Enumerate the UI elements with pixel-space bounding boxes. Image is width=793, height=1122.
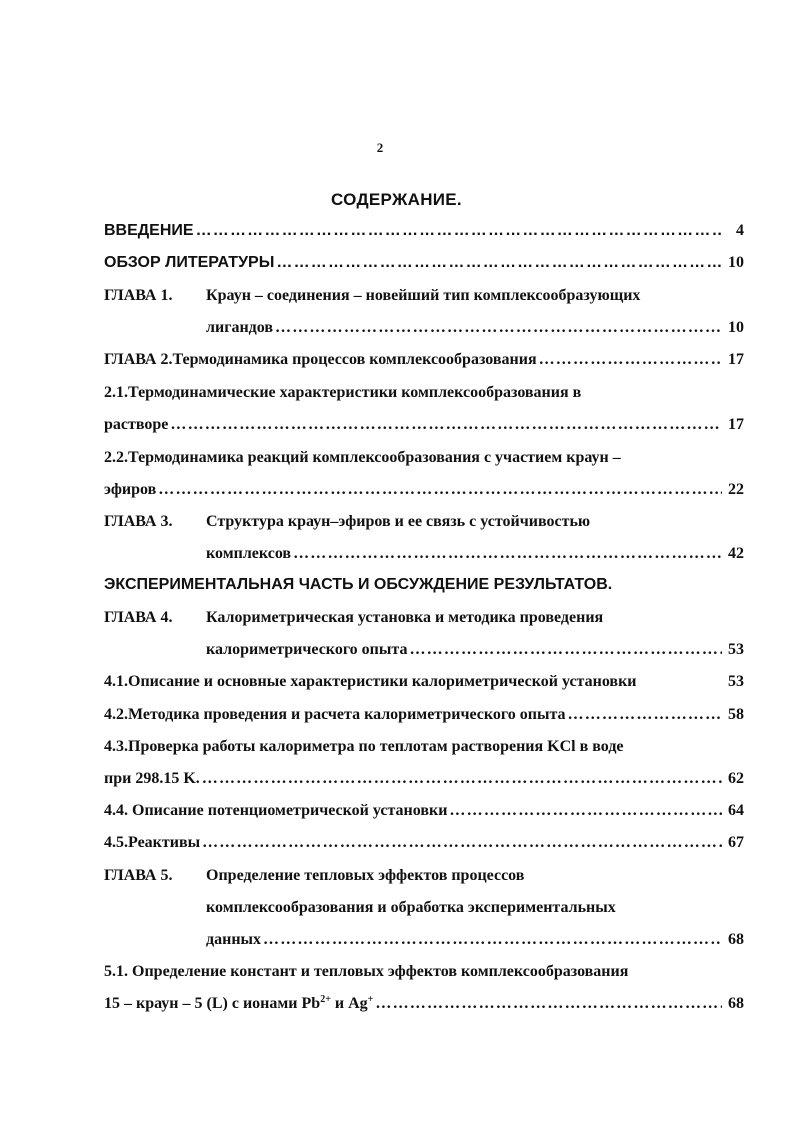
toc-entry-s21-line1 (104, 384, 744, 408)
toc-text: 4.5.Реактивы (104, 834, 201, 851)
toc-entry-s45 (104, 834, 744, 858)
leader-dots (449, 802, 722, 820)
toc-entry-ch2 (104, 351, 744, 375)
toc-text: 4.2.Методика проведения и расчета калориметрического опыта (104, 706, 566, 723)
toc-entry-review (104, 254, 744, 278)
toc-page: 64 (728, 802, 744, 819)
toc-text: Краун – соединения – новейший тип комплексообразующих (206, 287, 641, 304)
toc-entry-s44 (104, 802, 744, 826)
toc-entry-experimental (104, 576, 744, 600)
toc-text: эфиров (104, 481, 157, 498)
toc-text: ОБЗОР ЛИТЕРАТУРЫ (104, 254, 275, 271)
toc-entry-ch5-line1 (104, 867, 744, 891)
leader-dots (275, 319, 722, 337)
superscript-charge: + (367, 994, 374, 1005)
chapter-label: ГЛАВА 3. (104, 513, 173, 530)
leader-dots (568, 706, 722, 724)
toc-entry-s22-line1 (104, 449, 744, 473)
toc-entry-s43-line1 (104, 738, 744, 762)
leader-dots (539, 351, 722, 369)
toc-text-part: 15 – краун – 5 (L) с ионами Pb (104, 995, 321, 1012)
toc-page: 4 (736, 222, 744, 239)
toc-page: 53 (728, 673, 744, 690)
toc-entry-s21-line2 (104, 416, 744, 440)
toc-text: Определение тепловых эффектов процессов (206, 867, 525, 884)
toc-text: 4.3.Проверка работы калориметра по теплотам растворения KCl в воде (104, 738, 624, 755)
toc-text (104, 995, 373, 1013)
leader-dots (409, 641, 722, 659)
toc-text: комплексов (206, 545, 292, 562)
toc-text: ЭКСПЕРИМЕНТАЛЬНАЯ ЧАСТЬ И ОБСУЖДЕНИЕ РЕЗУЛЬТАТОВ. (104, 576, 613, 593)
toc-text: 4.1.Описание и основные характеристики калориметрической установки (104, 673, 637, 690)
toc-page: 42 (728, 545, 744, 562)
toc-page: 68 (728, 995, 744, 1012)
toc-entry-s51-line2 (104, 995, 744, 1019)
leader-dots (158, 481, 722, 499)
toc-text: Калориметрическая установка и методика проведения (206, 609, 604, 626)
toc-text: комплексообразования и обработка экспериментальных (206, 899, 616, 916)
toc-text: данных (206, 931, 262, 948)
toc-entry-ch3-line2 (206, 545, 744, 569)
chapter-label: ГЛАВА 5. (104, 867, 173, 884)
toc-entry-s42 (104, 706, 744, 730)
toc-entry-ch3-line1 (104, 513, 744, 537)
toc-text: 2.1.Термодинамические характеристики комплексообразования в (104, 384, 582, 401)
toc-text: при 298.15 K. (104, 770, 200, 787)
leader-dots (196, 222, 722, 240)
toc-page: 22 (728, 481, 744, 498)
page-title: СОДЕРЖАНИЕ. (331, 190, 462, 209)
leader-dots (375, 995, 722, 1013)
toc-entry-ch4-line2 (206, 641, 744, 665)
leader-dots (202, 770, 722, 788)
toc-text: растворе (104, 416, 169, 433)
toc-text: 5.1. Определение констант и тепловых эффектов комплексообразования (104, 963, 629, 980)
toc-page: 53 (728, 641, 744, 658)
chapter-label: ГЛАВА 1. (104, 287, 173, 304)
toc-entry-ch1-line1 (104, 287, 744, 311)
superscript-charge: 2+ (320, 994, 331, 1005)
toc-entry-ch5-line2 (206, 899, 744, 923)
toc-text: Структура краун–эфиров и ее связь с устойчивостью (206, 513, 591, 530)
chapter-label: ГЛАВА 2. (104, 351, 173, 368)
toc-text: 4.4. Описание потенциометрической установки (104, 802, 448, 819)
leader-dots (276, 254, 722, 272)
toc-page: 10 (728, 254, 744, 271)
page-number: 2 (376, 140, 384, 155)
leader-dots (202, 834, 722, 852)
toc-entry-ch4-line1 (104, 609, 744, 633)
toc-page: 58 (728, 706, 744, 723)
toc-entry-s51-line1 (104, 963, 744, 987)
toc-text-part: и Ag (330, 995, 368, 1012)
toc-page: 68 (728, 931, 744, 948)
chapter-label: ГЛАВА 4. (104, 609, 173, 626)
leader-dots (293, 545, 722, 563)
toc-entry-intro (104, 222, 744, 246)
toc-text: Термодинамика процессов комплексообразования (172, 351, 537, 368)
toc-entry-ch5-line3 (206, 931, 744, 955)
toc-text: ВВЕДЕНИЕ (104, 222, 194, 239)
toc-text: лигандов (206, 319, 274, 336)
toc-page: 17 (728, 416, 744, 433)
toc-entry-s43-line2 (104, 770, 744, 794)
toc-entry-s22-line2 (104, 481, 744, 505)
toc-page: 62 (728, 770, 744, 787)
toc-page: 67 (728, 834, 744, 851)
toc-entry-ch1-line2 (206, 319, 744, 343)
toc-page: 10 (728, 319, 744, 336)
toc-text: калориметрического опыта (206, 641, 408, 658)
toc-text: 2.2.Термодинамика реакций комплексообразования с участием краун – (104, 449, 621, 466)
leader-dots (263, 931, 722, 949)
leader-dots (170, 416, 722, 434)
toc-entry-s41 (104, 673, 744, 697)
toc-page: 17 (728, 351, 744, 368)
